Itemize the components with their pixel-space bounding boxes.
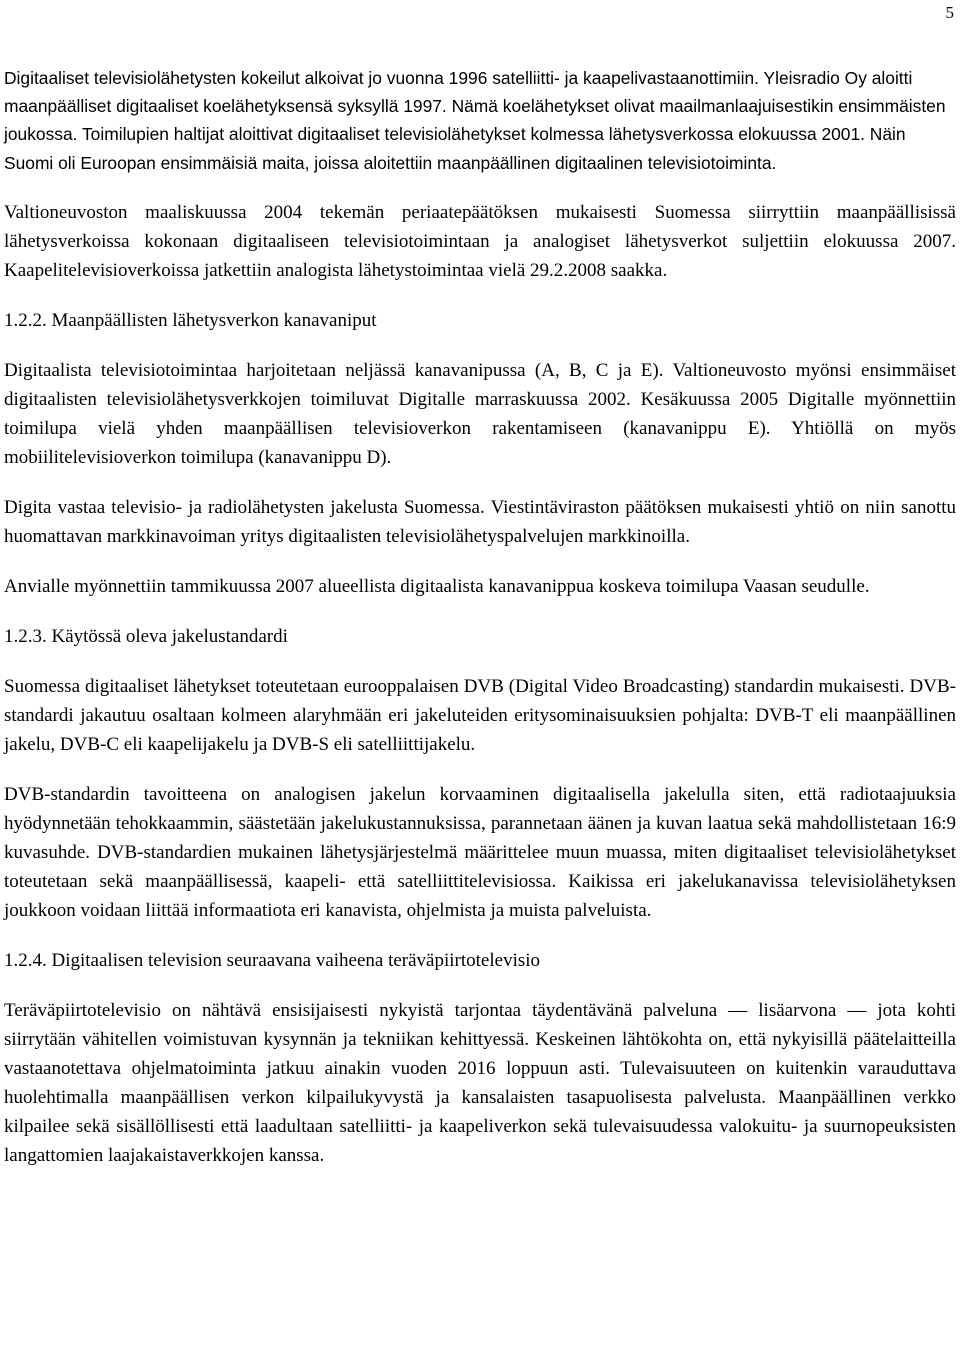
document-body (4, 64, 956, 1191)
paragraph-digita: Digita vastaa televisio- ja radiolähetysten jakelusta Suomessa. Viestintäviraston päätöksen mukaisesti yhtiö on niin sanottu huomattavan markkinavoiman yritys digitaalisten televisiolähetyspalvelujen markkinoilla. (4, 496, 956, 547)
paragraph-government-decision: Valtioneuvoston maaliskuussa 2004 tekemän periaatepäätöksen mukaisesti Suomessa siirryttiin maanpäällisissä lähetysverkoissa kokonaan digitaaliseen televisiotoimintaan ja analogiset lähetysverkot suljettiin elokuussa 2007. Kaapelitelevisioverkoissa jatkettiin analogista lähetystoimintaa vielä 29.2.2008 saakka. (4, 201, 956, 281)
paragraph-anvia: Anvialle myönnettiin tammikuussa 2007 alueellista digitaalista kanavanippua koskeva toimilupa Vaasan seudulle. (4, 575, 870, 597)
paragraph-hdtv: Teräväpiirtotelevisio on nähtävä ensisijaisesti nykyistä tarjontaa täydentävänä palveluna — lisäarvona — jota kohti siirrytään vähitellen voimistuvan kysynnän ja tekniikan kehittyessä. Keskeinen lähtökohta on, että nykyisillä päätelaitteilla vastaanotettava ohjelmatoiminta jatkuu ainakin vuoden 2016 loppuun asti. Tulevaisuuteen on kuitenkin varauduttava huolehtimalla maanpäällisen verkon kilpailukyvystä ja kansalaisten tasapuolisesta palvelusta. Maanpäällinen verkko kilpailee sekä sisällöllisesti että laadultaan satelliitti- ja kaapeliverkon sekä tulevaisuudessa valokuitu- ja suurnopeuksisten langattomien laajakaistaverkkojen kanssa. (4, 999, 956, 1166)
section-heading-channel-bundles: 1.2.2. Maanpäällisten lähetysverkon kanavaniput (4, 309, 377, 331)
paragraph-digital-tv-history: Digitaaliset televisiolähetysten kokeilut alkoivat jo vuonna 1996 satelliitti- ja kaapelivastaanottimiin. Yleisradio Oy aloitti maanpäälliset digitaaliset koelähetyksensä syksyllä 1997. Nämä koelähetykset olivat maailmanlaajuisestikin ensimmäisten joukossa. Toimilupien haltijat aloittivat digitaaliset televisiolähetykset kolmessa lähetysverkossa elokuussa 2001. Näin Suomi oli Euroopan ensimmäisiä maita, joissa aloitettiin maanpäällinen digitaalinen televisiotoiminta. (4, 68, 946, 173)
section-heading-distribution-standard: 1.2.3. Käytössä oleva jakelustandardi (4, 625, 288, 647)
paragraph-channel-bundles: Digitaalista televisiotoimintaa harjoitetaan neljässä kanavanipussa (A, B, C ja E). Valtioneuvosto myönsi ensimmäiset digitaalisten televisiolähetysverkkojen toimiluvat Digitalle marraskuussa 2002. Kesäkuussa 2005 Digitalle myönnettiin toimilupa vielä yhden maanpäällisen televisioverkon rakentamiseen (kanavanippu E). Yhtiöllä on myös mobiilitelevisioverkon toimilupa (kanavanippu D). (4, 359, 956, 468)
paragraph-dvb-goals: DVB-standardin tavoitteena on analogisen jakelun korvaaminen digitaalisella jakelulla siten, että radiotaajuuksia hyödynnetään tehokkaammin, säästetään jakelukustannuksissa, parannetaan äänen ja kuvan laatua sekä mahdollistetaan 16:9 kuvasuhde. DVB-standardien mukainen lähetysjärjestelmä määrittelee muun muassa, miten digitaaliset televisiolähetykset toteutetaan sekä maanpäällisessä, kaapeli- että satelliittitelevisiossa. Kaikissa eri jakelukanavissa televisiolähetyksen joukkoon voidaan liittää informaatiota eri kanavista, ohjelmista ja muista palveluista. (4, 783, 956, 921)
page-number: 5 (945, 3, 954, 22)
paragraph-dvb-standard: Suomessa digitaaliset lähetykset toteutetaan eurooppalaisen DVB (Digital Video Broadcasting) standardin mukaisesti. DVB-standardi jakautuu osaltaan kolmeen alaryhmään eri jakeluteiden eritysominaisuuksien pohjalta: DVB-T eli maanpäällinen jakelu, DVB-C eli kaapelijakelu ja DVB-S eli satelliittijakelu. (4, 675, 956, 755)
section-heading-hdtv: 1.2.4. Digitaalisen television seuraavana vaiheena teräväpiirtotelevisio (4, 949, 541, 971)
